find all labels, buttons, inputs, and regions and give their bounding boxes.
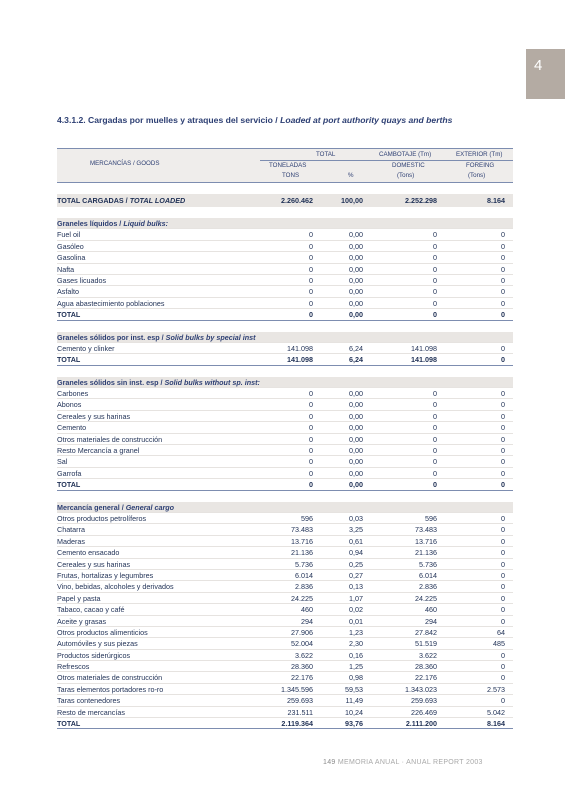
- table-row-domestic: 0: [433, 241, 437, 251]
- table-row-tons: 73.483: [291, 525, 313, 535]
- table-row: [57, 468, 513, 479]
- table-row-label: Tabaco, cacao y café: [57, 605, 125, 615]
- table-row-label: Gasolina: [57, 253, 86, 263]
- table-row-domestic: 6.014: [419, 570, 437, 580]
- table-row: [57, 593, 513, 604]
- table-row-label: Nafta: [57, 264, 75, 274]
- table-row-pct: 1,23: [349, 627, 363, 637]
- table-row-label: Asfalto: [57, 287, 79, 297]
- table-row-tons: 0: [309, 434, 313, 444]
- group-total-row-domestic: 0: [433, 310, 437, 320]
- table-row-label: Cemento y clinker: [57, 343, 115, 353]
- table-row-label: Taras elementos portadores ro-ro: [57, 684, 164, 694]
- table-row-label: Gases licuados: [57, 275, 107, 285]
- group-total-row-pct: 0,00: [349, 310, 363, 320]
- table-row-tons: 5.736: [295, 559, 313, 569]
- table-row-domestic: 27.842: [415, 627, 437, 637]
- table-row-foreign: 0: [501, 525, 505, 535]
- header-foreing: FOREING: [466, 162, 495, 169]
- table-row-tons: 0: [309, 446, 313, 456]
- table-row-pct: 0,00: [349, 389, 363, 399]
- table-row-foreign: 0: [501, 662, 505, 672]
- table-row-foreign: 2.573: [487, 684, 505, 694]
- group-spacer: [57, 491, 513, 502]
- header-foreing-tons: (Tons): [468, 172, 486, 179]
- table-row-tons: 13.716: [291, 536, 313, 546]
- table-row-label: Chatarra: [57, 525, 85, 535]
- header-toneladas: TONELADAS: [269, 162, 307, 169]
- table-row-label: Agua abastecimiento poblaciones: [57, 298, 165, 308]
- group-total-row: [57, 718, 513, 729]
- group-total-row-domestic: 2.111.200: [405, 719, 437, 729]
- table-row-domestic: 2.836: [419, 582, 437, 592]
- table-row-domestic: 0: [433, 411, 437, 421]
- table-row-domestic: 0: [433, 287, 437, 297]
- grand-total-pct: 100,00: [341, 196, 363, 205]
- header-goods: MERCANCÍAS / GOODS: [90, 160, 160, 167]
- table-row: [57, 604, 513, 615]
- table-row-domestic: 0: [433, 434, 437, 444]
- header-total: TOTAL: [316, 151, 336, 158]
- group-total-row-domestic: 141.098: [411, 355, 437, 365]
- table-row-tons: 0: [309, 411, 313, 421]
- group-total-row-pct: 6,24: [349, 355, 363, 365]
- group-total-row: [57, 479, 513, 490]
- table-row-foreign: 0: [501, 275, 505, 285]
- table-row-pct: 0,00: [349, 230, 363, 240]
- section-title-en: Loaded at port authority quays and berths: [280, 115, 453, 125]
- table-row-label: Resto de mercancías: [57, 707, 125, 717]
- table-row-domestic: 28.360: [415, 662, 437, 672]
- table-row-pct: 0,03: [349, 513, 363, 523]
- table-row-domestic: 1.343.023: [405, 684, 437, 694]
- table-row-tons: 460: [301, 605, 313, 615]
- table-row: [57, 411, 513, 422]
- table-row-label: Gasóleo: [57, 241, 84, 251]
- group-total-row-label: TOTAL: [57, 355, 81, 365]
- table-row-tons: 2.836: [295, 582, 313, 592]
- table-row: [57, 229, 513, 240]
- table-row: [57, 695, 513, 706]
- table-row-tons: 52.004: [291, 639, 313, 649]
- table-row: [57, 252, 513, 263]
- group-header: [57, 332, 513, 343]
- table-row-tons: 0: [309, 230, 313, 240]
- table-row: [57, 638, 513, 649]
- group-title: Mercancía general / General cargo: [57, 502, 175, 512]
- group-total-row-tons: 141.098: [287, 355, 313, 365]
- group-total-row-foreign: 0: [501, 355, 505, 365]
- table-row-tons: 21.136: [291, 548, 313, 558]
- table-row-domestic: 3.622: [419, 650, 437, 660]
- table-row-foreign: 0: [501, 559, 505, 569]
- group-total-row-domestic: 0: [433, 480, 437, 490]
- header-bottom-rule: [57, 182, 513, 183]
- table-row-domestic: 0: [433, 457, 437, 467]
- table-row: [57, 286, 513, 297]
- group-header: [57, 218, 513, 229]
- table-row-domestic: 51.519: [415, 639, 437, 649]
- table-row: [57, 434, 513, 445]
- table-row-domestic: 0: [433, 423, 437, 433]
- table-row-tons: 27.906: [291, 627, 313, 637]
- table-row-label: Resto Mercancía a granel: [57, 446, 140, 456]
- table-row-pct: 3,25: [349, 525, 363, 535]
- table-row-pct: 0,00: [349, 298, 363, 308]
- table-row-label: Cereales y sus harinas: [57, 411, 131, 421]
- table-row-label: Cemento ensacado: [57, 548, 120, 558]
- table-row: [57, 524, 513, 535]
- header-sub-rule: [260, 160, 513, 161]
- table-row-domestic: 596: [425, 513, 437, 523]
- table-row: [57, 388, 513, 399]
- group-header: [57, 377, 513, 388]
- table-row-pct: 0,01: [349, 616, 363, 626]
- table-row-foreign: 0: [501, 343, 505, 353]
- table-row-tons: 22.176: [291, 673, 313, 683]
- table-row-tons: 0: [309, 400, 313, 410]
- table-row-foreign: 0: [501, 605, 505, 615]
- table-row-label: Carbones: [57, 389, 89, 399]
- table-row-label: Otros materiales de construcción: [57, 673, 163, 683]
- group-header: [57, 502, 513, 513]
- group-spacer: [57, 321, 513, 332]
- table-row: [57, 343, 513, 354]
- table-row-foreign: 0: [501, 400, 505, 410]
- table-row-label: Otros materiales de construcción: [57, 434, 163, 444]
- header-top-rule-2: [57, 148, 513, 149]
- group-title: Graneles sólidos sin inst. esp / Solid bulks without sp. inst:: [57, 377, 260, 387]
- header-cabotaje: CAMBOTAJE (Tm): [379, 151, 432, 158]
- table-row-pct: 0,00: [349, 253, 363, 263]
- table-row-tons: 0: [309, 253, 313, 263]
- table-row-domestic: 0: [433, 230, 437, 240]
- table-row-tons: 294: [301, 616, 313, 626]
- table-row-domestic: 259.693: [411, 696, 437, 706]
- table-row-foreign: 0: [501, 696, 505, 706]
- table-row-pct: 0,13: [349, 582, 363, 592]
- table-row-foreign: 0: [501, 264, 505, 274]
- table-row-pct: 0,00: [349, 241, 363, 251]
- table-row-tons: 141.098: [287, 343, 313, 353]
- table-row-foreign: 64: [497, 627, 505, 637]
- group-spacer: [57, 207, 513, 218]
- chapter-number: 4: [534, 57, 543, 74]
- table-row: [57, 399, 513, 410]
- table-row-domestic: 0: [433, 298, 437, 308]
- table-row-foreign: 0: [501, 423, 505, 433]
- table-row: [57, 547, 513, 558]
- table-row: [57, 275, 513, 286]
- group-title: Graneles líquidos / Liquid bulks:: [57, 219, 169, 228]
- table-row-label: Cereales y sus harinas: [57, 559, 131, 569]
- table-row-pct: 0,25: [349, 559, 363, 569]
- table-row-tons: 231.511: [287, 707, 313, 717]
- table-row-domestic: 13.716: [415, 536, 437, 546]
- chapter-tab: [526, 49, 565, 99]
- table-row-foreign: 0: [501, 253, 505, 263]
- table-row-label: Taras contenedores: [57, 696, 121, 706]
- table-row-pct: 0,00: [349, 423, 363, 433]
- table-row-tons: 0: [309, 389, 313, 399]
- table-row-foreign: 0: [501, 570, 505, 580]
- table-row-domestic: 22.176: [415, 673, 437, 683]
- table-row-label: Aceite y grasas: [57, 616, 107, 626]
- group-total-row-foreign: 0: [501, 480, 505, 490]
- table-row-foreign: 0: [501, 536, 505, 546]
- table-row-pct: 0,98: [349, 673, 363, 683]
- table-row-domestic: 0: [433, 446, 437, 456]
- table-row-domestic: 21.136: [415, 548, 437, 558]
- table-row-label: Garrofa: [57, 468, 82, 478]
- group-total-row: [57, 309, 513, 320]
- table-row-foreign: 0: [501, 411, 505, 421]
- table-row-foreign: 0: [501, 241, 505, 251]
- table-row-foreign: 0: [501, 513, 505, 523]
- table-row-domestic: 0: [433, 275, 437, 285]
- table-row-domestic: 0: [433, 253, 437, 263]
- table-row: [57, 661, 513, 672]
- table-row-foreign: 485: [493, 639, 505, 649]
- table-row-foreign: 0: [501, 548, 505, 558]
- table-row-pct: 0,00: [349, 400, 363, 410]
- table-row: [57, 581, 513, 592]
- table-row-tons: 3.622: [295, 650, 313, 660]
- group-total-row-pct: 0,00: [349, 480, 363, 490]
- table-row-foreign: 0: [501, 457, 505, 467]
- table-row-label: Vino, bebidas, alcoholes y derivados: [57, 582, 174, 592]
- table-row: [57, 422, 513, 433]
- page-footer: [323, 759, 483, 766]
- table-row-pct: 11,49: [345, 696, 363, 706]
- table-row-domestic: 0: [433, 389, 437, 399]
- table-row-foreign: 0: [501, 650, 505, 660]
- table-row: [57, 536, 513, 547]
- table-row-pct: 2,30: [349, 639, 363, 649]
- table-row-pct: 0,02: [349, 605, 363, 615]
- table-row-pct: 0,00: [349, 457, 363, 467]
- data-table: [57, 194, 513, 729]
- grand-total-foreign: 8.164: [487, 196, 505, 205]
- header-domestic-tons: (Tons): [397, 172, 415, 179]
- table-row-foreign: 0: [501, 389, 505, 399]
- table-row-foreign: 0: [501, 287, 505, 297]
- table-row-tons: 24.225: [291, 593, 313, 603]
- table-row-tons: 0: [309, 241, 313, 251]
- table-row-domestic: 73.483: [415, 525, 437, 535]
- group-total-row-pct: 93,76: [345, 719, 363, 729]
- table-row-label: Fuel oil: [57, 230, 81, 240]
- table-row-tons: 0: [309, 275, 313, 285]
- table-row-tons: 0: [309, 287, 313, 297]
- table-row-domestic: 226.469: [411, 707, 437, 717]
- table-row: [57, 707, 513, 718]
- table-row-tons: 6.014: [295, 570, 313, 580]
- header-exterior: EXTERIOR (Tm): [456, 151, 503, 158]
- table-row-domestic: 24.225: [415, 593, 437, 603]
- table-row-pct: 1,07: [349, 593, 363, 603]
- table-row-tons: 0: [309, 457, 313, 467]
- table-row-label: Productos siderúrgicos: [57, 650, 131, 660]
- table-row-pct: 0,00: [349, 411, 363, 421]
- table-row-pct: 10,24: [345, 707, 363, 717]
- table-row-label: Otros productos alimenticios: [57, 627, 148, 637]
- grand-total-tons: 2.260.462: [281, 196, 313, 205]
- table-row: [57, 241, 513, 252]
- table-row-tons: 1.345.596: [281, 684, 313, 694]
- table-row-tons: 0: [309, 468, 313, 478]
- group-total-row-foreign: 8.164: [487, 719, 505, 729]
- table-row-domestic: 460: [425, 605, 437, 615]
- table-row: [57, 513, 513, 524]
- grand-total-domestic: 2.252.298: [405, 196, 437, 205]
- section-title-es: 4.3.1.2. Cargadas por muelles y atraques del servicio /: [57, 115, 281, 125]
- table-row-tons: 259.693: [287, 696, 313, 706]
- table-row: [57, 627, 513, 638]
- header-domestic: DOMESTIC: [392, 162, 425, 169]
- table-row-foreign: 0: [501, 673, 505, 683]
- table-row-tons: 596: [301, 513, 313, 523]
- table-row: [57, 684, 513, 695]
- header-pct: %: [348, 172, 354, 179]
- group-total-row-tons: 0: [309, 310, 313, 320]
- table-row-pct: 0,00: [349, 275, 363, 285]
- table-row-label: Maderas: [57, 536, 85, 546]
- table-row-label: Papel y pasta: [57, 593, 101, 603]
- table-row-foreign: 0: [501, 230, 505, 240]
- table-row-label: Refrescos: [57, 662, 90, 672]
- table-row: [57, 456, 513, 467]
- table-row-tons: 0: [309, 298, 313, 308]
- grand-total-label: TOTAL CARGADAS / TOTAL LOADED: [57, 196, 186, 205]
- groups-container: [57, 207, 513, 729]
- table-row: [57, 650, 513, 661]
- table-row-pct: 0,00: [349, 287, 363, 297]
- group-total-row: [57, 354, 513, 365]
- table-row-domestic: 0: [433, 264, 437, 274]
- table-row-foreign: 0: [501, 298, 505, 308]
- table-row-pct: 1,25: [349, 662, 363, 672]
- group-total-row-label: TOTAL: [57, 719, 81, 729]
- table-row-foreign: 0: [501, 446, 505, 456]
- table-row-pct: 0,16: [349, 650, 363, 660]
- table-row-pct: 0,94: [349, 548, 363, 558]
- table-row-pct: 6,24: [349, 343, 363, 353]
- header-tons: TONS: [282, 172, 300, 179]
- table-row: [57, 570, 513, 581]
- table-row-foreign: 0: [501, 582, 505, 592]
- table-row-domestic: 5.736: [419, 559, 437, 569]
- table-row-pct: 0,00: [349, 468, 363, 478]
- table-row-label: Automóviles y sus piezas: [57, 639, 138, 649]
- table-row-pct: 0,00: [349, 434, 363, 444]
- table-row-domestic: 141.098: [411, 343, 437, 353]
- page-number: 149: [323, 759, 336, 766]
- table-row-pct: 59,53: [345, 684, 363, 694]
- table-row: [57, 298, 513, 309]
- table-row-domestic: 0: [433, 400, 437, 410]
- section-title: [57, 115, 452, 125]
- table-row: [57, 559, 513, 570]
- table-row-pct: 0,00: [349, 264, 363, 274]
- group-spacer: [57, 366, 513, 377]
- table-row-pct: 0,00: [349, 446, 363, 456]
- group-title: Graneles sólidos por inst. esp / Solid bulks by special inst: [57, 332, 256, 342]
- table-row-pct: 0,61: [349, 536, 363, 546]
- table-row-pct: 0,27: [349, 570, 363, 580]
- table-row-tons: 0: [309, 423, 313, 433]
- group-total-row-label: TOTAL: [57, 480, 81, 490]
- table-row-tons: 0: [309, 264, 313, 274]
- table-row-tons: 28.360: [291, 662, 313, 672]
- group-total-row-tons: 2.119.364: [281, 719, 313, 729]
- table-row-foreign: 0: [501, 593, 505, 603]
- group-total-row-tons: 0: [309, 480, 313, 490]
- table-row-domestic: 0: [433, 468, 437, 478]
- table-row: [57, 264, 513, 275]
- grand-total-row: [57, 194, 513, 207]
- group-total-row-foreign: 0: [501, 310, 505, 320]
- table-row: [57, 672, 513, 683]
- table-row-label: Sal: [57, 457, 68, 467]
- table-row-foreign: 0: [501, 616, 505, 626]
- footer-text: MEMORIA ANUAL · ANUAL REPORT 2003: [335, 759, 483, 766]
- group-total-row-label: TOTAL: [57, 310, 81, 320]
- table-row: [57, 616, 513, 627]
- table-row-foreign: 5.042: [487, 707, 505, 717]
- table-row-foreign: 0: [501, 434, 505, 444]
- table-row-label: Abonos: [57, 400, 82, 410]
- table-row-label: Otros productos petrolíferos: [57, 513, 147, 523]
- table-row-label: Frutas, hortalizas y legumbres: [57, 570, 154, 580]
- table-row-label: Cemento: [57, 423, 87, 433]
- table-row-foreign: 0: [501, 468, 505, 478]
- table-row-domestic: 294: [425, 616, 437, 626]
- table-row: [57, 445, 513, 456]
